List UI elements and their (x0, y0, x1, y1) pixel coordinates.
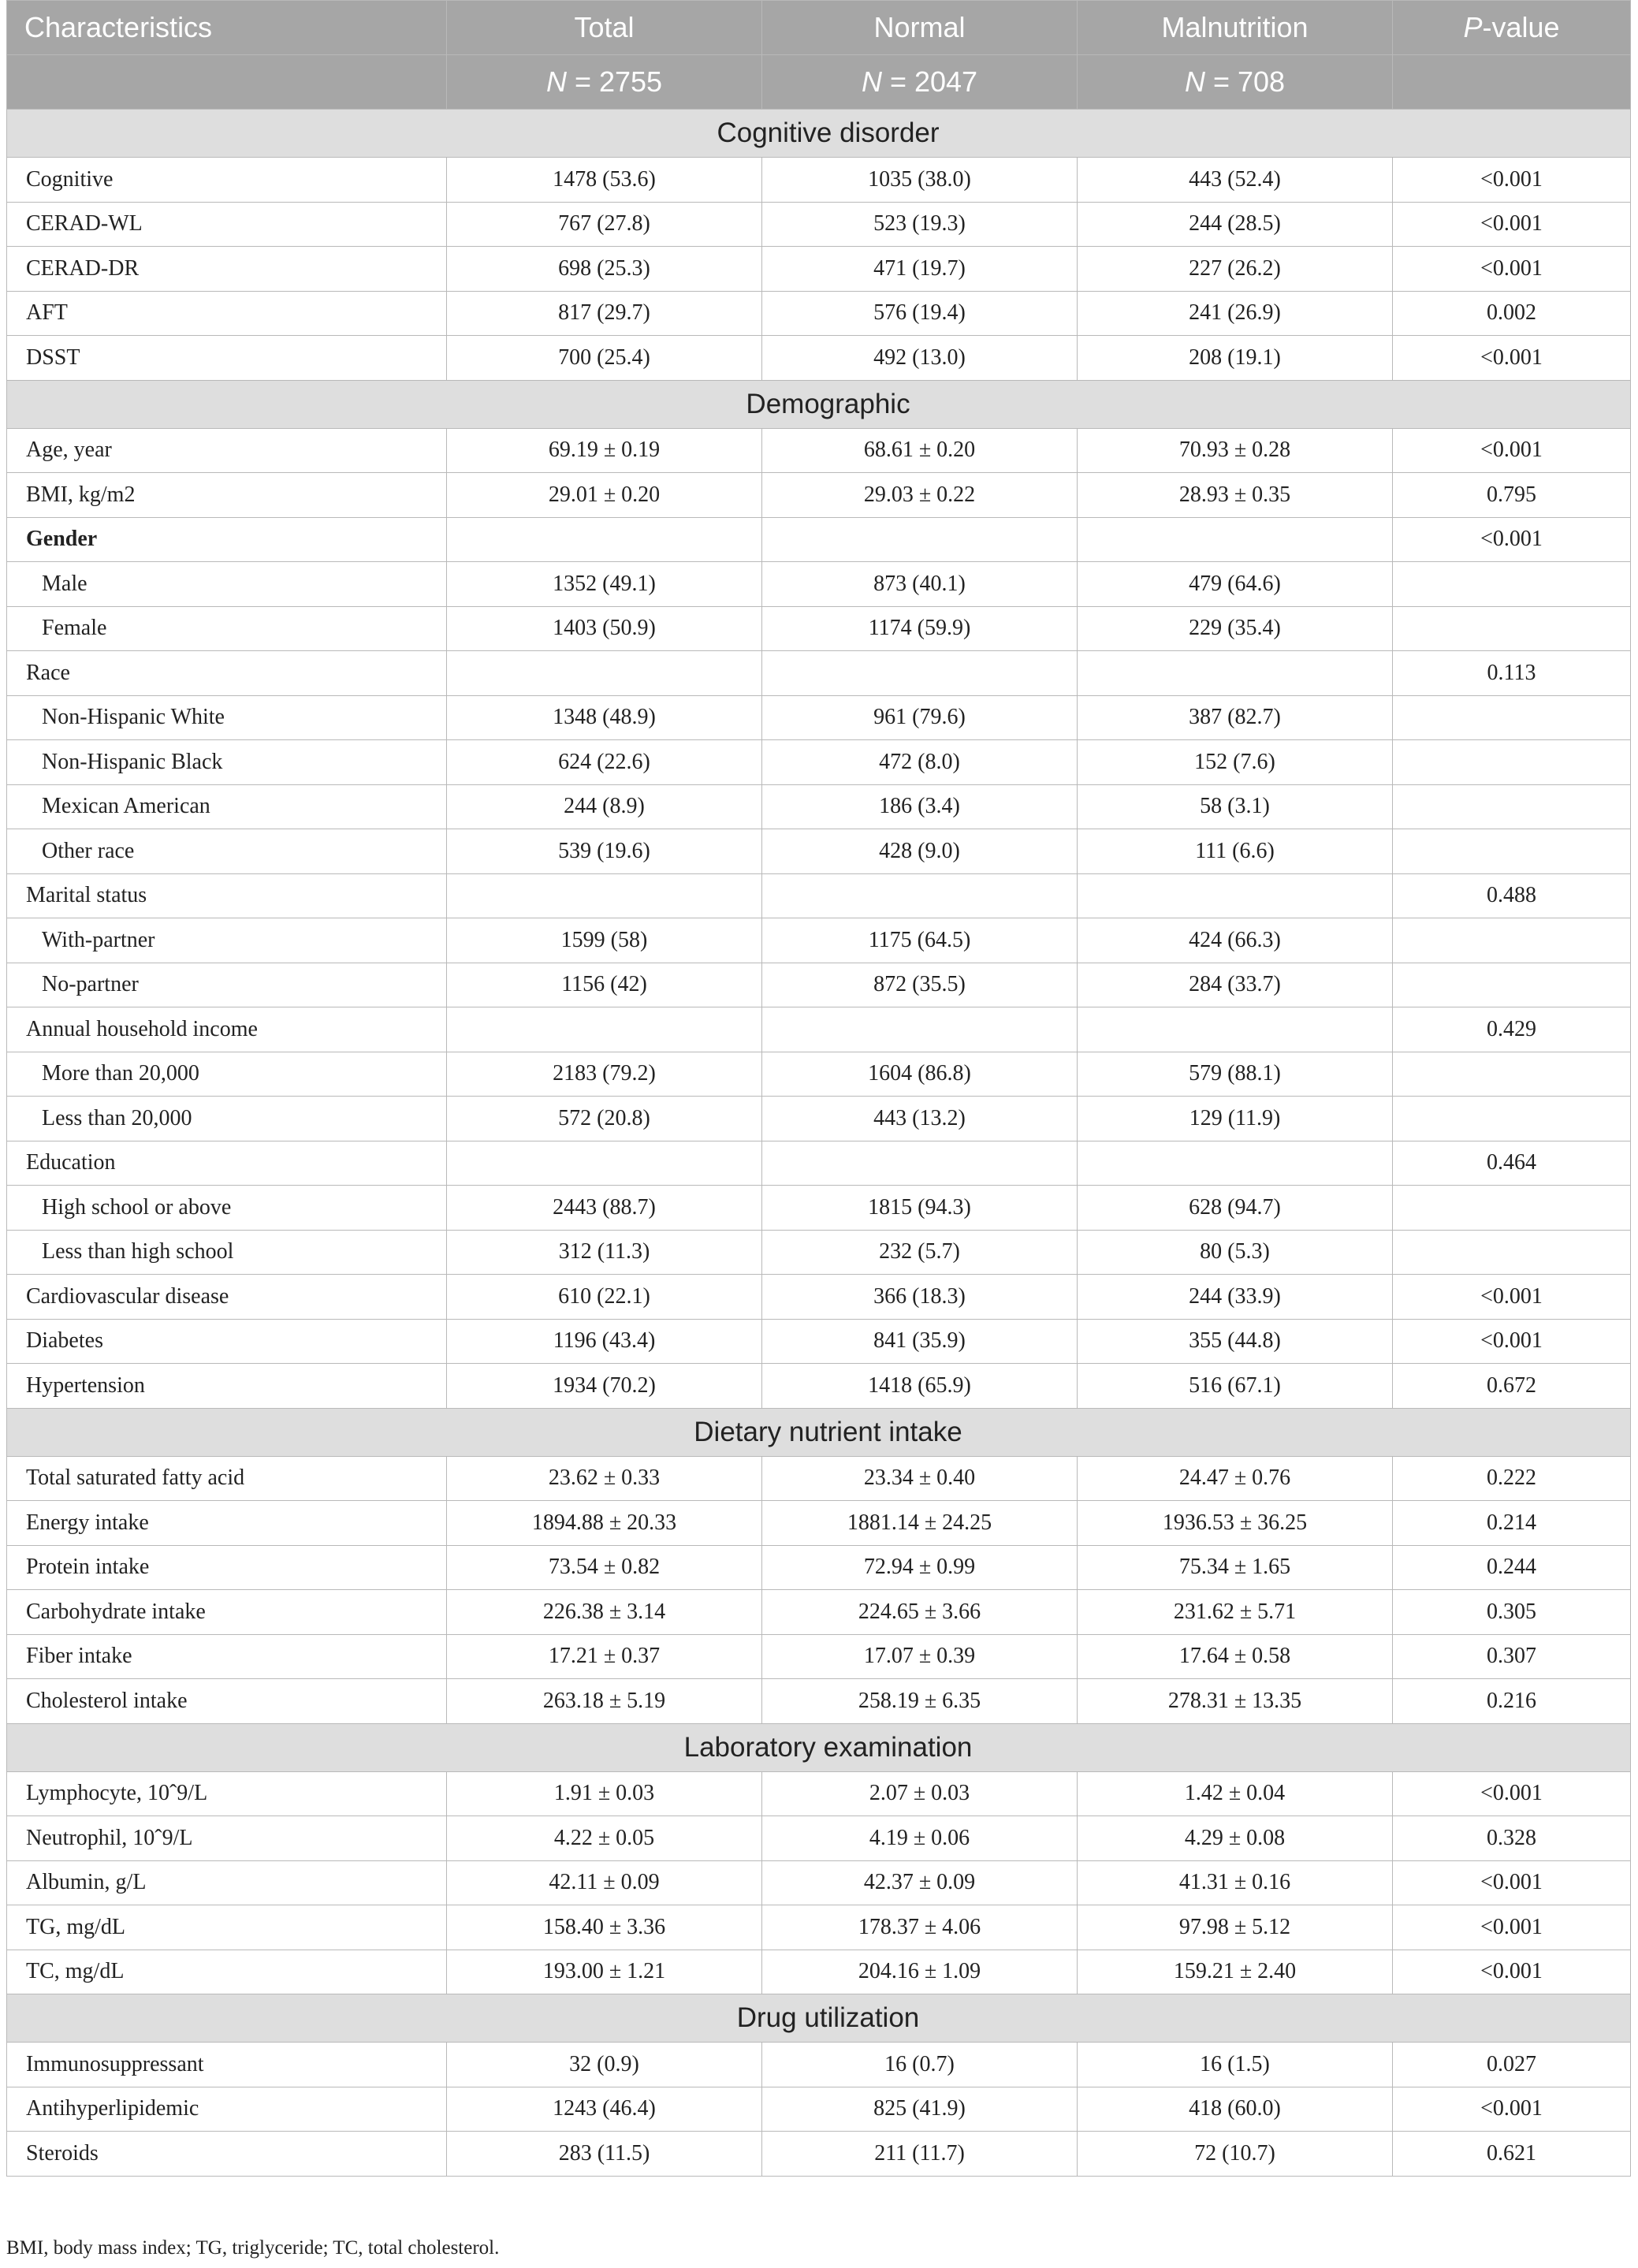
cell-total: 1.91 ± 0.03 (447, 1771, 762, 1816)
row-label: Education (7, 1141, 447, 1186)
cell-malnutrition: 41.31 ± 0.16 (1078, 1860, 1393, 1905)
cell-total: 700 (25.4) (447, 336, 762, 381)
cell-normal: 576 (19.4) (762, 291, 1078, 336)
cell-normal (762, 1007, 1078, 1052)
cell-malnutrition: 231.62 ± 5.71 (1078, 1590, 1393, 1635)
cell-p-value (1393, 829, 1631, 874)
cell-total: 32 (0.9) (447, 2043, 762, 2087)
cell-p-value: 0.328 (1393, 1816, 1631, 1861)
table-row (7, 2087, 1631, 2132)
cell-malnutrition: 443 (52.4) (1078, 158, 1393, 203)
cell-p-value: <0.001 (1393, 1275, 1631, 1320)
cell-normal: 1881.14 ± 24.25 (762, 1501, 1078, 1546)
cell-total: 572 (20.8) (447, 1097, 762, 1141)
table-row (7, 158, 1631, 203)
cell-total: 610 (22.1) (447, 1275, 762, 1320)
cell-normal: 232 (5.7) (762, 1230, 1078, 1275)
cell-total (447, 1141, 762, 1186)
table-row (7, 918, 1631, 963)
row-label: Albumin, g/L (7, 1860, 447, 1905)
cell-total: 624 (22.6) (447, 740, 762, 785)
cell-total: 73.54 ± 0.82 (447, 1545, 762, 1590)
cell-malnutrition: 72 (10.7) (1078, 2132, 1393, 2177)
cell-p-value: <0.001 (1393, 158, 1631, 203)
cell-normal: 2.07 ± 0.03 (762, 1771, 1078, 1816)
table-row (7, 1771, 1631, 1816)
row-label: More than 20,000 (7, 1052, 447, 1097)
table-row (7, 1816, 1631, 1861)
header-p-value (1393, 1, 1631, 55)
row-label: Cholesterol intake (7, 1679, 447, 1724)
cell-total: 4.22 ± 0.05 (447, 1816, 762, 1861)
cell-malnutrition: 479 (64.6) (1078, 562, 1393, 607)
header-n-empty (7, 55, 447, 110)
table-row (7, 1905, 1631, 1950)
cell-total (447, 1007, 762, 1052)
cell-total: 42.11 ± 0.09 (447, 1860, 762, 1905)
cell-malnutrition: 241 (26.9) (1078, 291, 1393, 336)
cell-normal: 1035 (38.0) (762, 158, 1078, 203)
table-row (7, 1097, 1631, 1141)
cell-normal: 472 (8.0) (762, 740, 1078, 785)
table-row (7, 1501, 1631, 1546)
section-row (7, 110, 1631, 158)
cell-normal: 258.19 ± 6.35 (762, 1679, 1078, 1724)
n-label: N (1184, 65, 1205, 98)
n-value: = 2047 (881, 65, 978, 98)
cell-normal: 428 (9.0) (762, 829, 1078, 874)
cell-p-value: 0.244 (1393, 1545, 1631, 1590)
cell-malnutrition: 1936.53 ± 36.25 (1078, 1501, 1393, 1546)
section-title: Demographic (7, 380, 1631, 428)
cell-total (447, 651, 762, 696)
table-row (7, 1545, 1631, 1590)
cell-malnutrition (1078, 1141, 1393, 1186)
cell-normal: 366 (18.3) (762, 1275, 1078, 1320)
cell-total: 226.38 ± 3.14 (447, 1590, 762, 1635)
cell-p-value: <0.001 (1393, 1950, 1631, 1994)
cell-normal: 211 (11.7) (762, 2132, 1078, 2177)
cell-total: 767 (27.8) (447, 202, 762, 247)
row-label: Antihyperlipidemic (7, 2087, 447, 2132)
table-row (7, 784, 1631, 829)
cell-total (447, 517, 762, 562)
cell-total: 158.40 ± 3.36 (447, 1905, 762, 1950)
table-row (7, 873, 1631, 918)
row-label: TC, mg/dL (7, 1950, 447, 1994)
cell-total: 1156 (42) (447, 963, 762, 1007)
cell-malnutrition: 28.93 ± 0.35 (1078, 473, 1393, 518)
cell-malnutrition: 159.21 ± 2.40 (1078, 1950, 1393, 1994)
table-row (7, 606, 1631, 651)
n-value: = 2755 (566, 65, 663, 98)
row-label: Age, year (7, 428, 447, 473)
table-row (7, 473, 1631, 518)
cell-normal: 825 (41.9) (762, 2087, 1078, 2132)
cell-normal: 23.34 ± 0.40 (762, 1456, 1078, 1501)
table-row (7, 740, 1631, 785)
cell-p-value: 0.429 (1393, 1007, 1631, 1052)
cell-malnutrition: 17.64 ± 0.58 (1078, 1634, 1393, 1679)
table-row (7, 562, 1631, 607)
cell-total: 244 (8.9) (447, 784, 762, 829)
cell-p-value: 0.795 (1393, 473, 1631, 518)
table-row (7, 336, 1631, 381)
cell-normal: 1174 (59.9) (762, 606, 1078, 651)
cell-p-value (1393, 963, 1631, 1007)
table-row (7, 1950, 1631, 1994)
cell-p-value: 0.307 (1393, 1634, 1631, 1679)
section-row (7, 380, 1631, 428)
cell-p-value: 0.002 (1393, 291, 1631, 336)
section-title: Dietary nutrient intake (7, 1408, 1631, 1456)
table-footnote: BMI, body mass index; TG, triglyceride; TC, total cholesterol. (6, 2237, 500, 2259)
table-row (7, 829, 1631, 874)
table-row (7, 291, 1631, 336)
table-row (7, 963, 1631, 1007)
row-label: Non-Hispanic White (7, 695, 447, 740)
cell-p-value: <0.001 (1393, 1905, 1631, 1950)
header-n-p-empty (1393, 55, 1631, 110)
cell-malnutrition: 579 (88.1) (1078, 1052, 1393, 1097)
cell-normal: 42.37 ± 0.09 (762, 1860, 1078, 1905)
cell-normal: 873 (40.1) (762, 562, 1078, 607)
cell-normal: 68.61 ± 0.20 (762, 428, 1078, 473)
header-n-malnutrition (1078, 55, 1393, 110)
cell-total: 2443 (88.7) (447, 1186, 762, 1231)
row-label: CERAD-WL (7, 202, 447, 247)
characteristics-table (6, 0, 1631, 2177)
header-total: Total (447, 1, 762, 55)
cell-p-value (1393, 1186, 1631, 1231)
header-row (7, 1, 1631, 55)
table-row (7, 1319, 1631, 1364)
row-label: TG, mg/dL (7, 1905, 447, 1950)
cell-malnutrition: 227 (26.2) (1078, 247, 1393, 292)
cell-p-value (1393, 1097, 1631, 1141)
cell-p-value: <0.001 (1393, 1860, 1631, 1905)
row-label: Other race (7, 829, 447, 874)
table-row (7, 1007, 1631, 1052)
cell-normal: 1418 (65.9) (762, 1364, 1078, 1409)
cell-p-value: <0.001 (1393, 517, 1631, 562)
cell-malnutrition: 111 (6.6) (1078, 829, 1393, 874)
cell-p-value: 0.464 (1393, 1141, 1631, 1186)
row-label: Cognitive (7, 158, 447, 203)
table-row (7, 1456, 1631, 1501)
section-row (7, 1723, 1631, 1771)
cell-malnutrition: 424 (66.3) (1078, 918, 1393, 963)
cell-total: 1403 (50.9) (447, 606, 762, 651)
cell-malnutrition: 229 (35.4) (1078, 606, 1393, 651)
cell-p-value: <0.001 (1393, 2087, 1631, 2132)
cell-total: 1894.88 ± 20.33 (447, 1501, 762, 1546)
cell-malnutrition: 4.29 ± 0.08 (1078, 1816, 1393, 1861)
cell-normal: 16 (0.7) (762, 2043, 1078, 2087)
table-row (7, 1141, 1631, 1186)
section-title: Drug utilization (7, 1994, 1631, 2043)
row-label: Steroids (7, 2132, 447, 2177)
cell-malnutrition: 244 (28.5) (1078, 202, 1393, 247)
header-n-total (447, 55, 762, 110)
cell-total: 1478 (53.6) (447, 158, 762, 203)
cell-malnutrition: 387 (82.7) (1078, 695, 1393, 740)
row-label: Cardiovascular disease (7, 1275, 447, 1320)
cell-total: 698 (25.3) (447, 247, 762, 292)
cell-malnutrition: 516 (67.1) (1078, 1364, 1393, 1409)
header-normal: Normal (762, 1, 1078, 55)
row-label: Less than high school (7, 1230, 447, 1275)
cell-malnutrition: 97.98 ± 5.12 (1078, 1905, 1393, 1950)
cell-normal (762, 1141, 1078, 1186)
table-row (7, 1860, 1631, 1905)
cell-normal: 841 (35.9) (762, 1319, 1078, 1364)
cell-p-value: 0.214 (1393, 1501, 1631, 1546)
table-row (7, 2132, 1631, 2177)
row-label: With-partner (7, 918, 447, 963)
n-label: N (861, 65, 882, 98)
row-label: Race (7, 651, 447, 696)
row-label: Carbohydrate intake (7, 1590, 447, 1635)
cell-p-value: 0.621 (1393, 2132, 1631, 2177)
cell-p-value (1393, 784, 1631, 829)
cell-p-value: <0.001 (1393, 1319, 1631, 1364)
cell-total: 69.19 ± 0.19 (447, 428, 762, 473)
cell-normal: 224.65 ± 3.66 (762, 1590, 1078, 1635)
cell-malnutrition: 1.42 ± 0.04 (1078, 1771, 1393, 1816)
table-row (7, 517, 1631, 562)
cell-malnutrition: 418 (60.0) (1078, 2087, 1393, 2132)
cell-normal: 961 (79.6) (762, 695, 1078, 740)
cell-normal: 4.19 ± 0.06 (762, 1816, 1078, 1861)
row-label: Female (7, 606, 447, 651)
cell-malnutrition: 355 (44.8) (1078, 1319, 1393, 1364)
row-label: Lymphocyte, 10ˆ9/L (7, 1771, 447, 1816)
cell-total: 17.21 ± 0.37 (447, 1634, 762, 1679)
table-row (7, 1052, 1631, 1097)
row-label: No-partner (7, 963, 447, 1007)
row-label: Less than 20,000 (7, 1097, 447, 1141)
cell-total: 263.18 ± 5.19 (447, 1679, 762, 1724)
cell-total: 312 (11.3) (447, 1230, 762, 1275)
cell-normal: 17.07 ± 0.39 (762, 1634, 1078, 1679)
cell-malnutrition: 24.47 ± 0.76 (1078, 1456, 1393, 1501)
cell-p-value: <0.001 (1393, 336, 1631, 381)
table-row (7, 1186, 1631, 1231)
cell-total: 29.01 ± 0.20 (447, 473, 762, 518)
row-label: Hypertension (7, 1364, 447, 1409)
cell-malnutrition: 58 (3.1) (1078, 784, 1393, 829)
row-label: Annual household income (7, 1007, 447, 1052)
row-label: Fiber intake (7, 1634, 447, 1679)
cell-p-value: 0.488 (1393, 873, 1631, 918)
p-italic: P (1463, 11, 1483, 43)
cell-normal: 1175 (64.5) (762, 918, 1078, 963)
cell-normal: 186 (3.4) (762, 784, 1078, 829)
cell-p-value (1393, 918, 1631, 963)
cell-malnutrition: 152 (7.6) (1078, 740, 1393, 785)
cell-malnutrition: 208 (19.1) (1078, 336, 1393, 381)
row-label: AFT (7, 291, 447, 336)
section-title: Cognitive disorder (7, 110, 1631, 158)
cell-normal: 204.16 ± 1.09 (762, 1950, 1078, 1994)
cell-p-value: <0.001 (1393, 247, 1631, 292)
cell-total: 1599 (58) (447, 918, 762, 963)
cell-total: 23.62 ± 0.33 (447, 1456, 762, 1501)
cell-p-value: 0.027 (1393, 2043, 1631, 2087)
cell-total: 1348 (48.9) (447, 695, 762, 740)
cell-normal (762, 517, 1078, 562)
cell-total: 817 (29.7) (447, 291, 762, 336)
table-row (7, 1679, 1631, 1724)
section-row (7, 1994, 1631, 2043)
cell-normal: 443 (13.2) (762, 1097, 1078, 1141)
n-value: = 708 (1204, 65, 1286, 98)
cell-total (447, 873, 762, 918)
section-title: Laboratory examination (7, 1723, 1631, 1771)
cell-p-value (1393, 695, 1631, 740)
cell-normal (762, 651, 1078, 696)
row-label: High school or above (7, 1186, 447, 1231)
cell-normal: 178.37 ± 4.06 (762, 1905, 1078, 1950)
cell-malnutrition (1078, 873, 1393, 918)
cell-malnutrition: 16 (1.5) (1078, 2043, 1393, 2087)
table-row (7, 695, 1631, 740)
row-label: Energy intake (7, 1501, 447, 1546)
cell-p-value (1393, 562, 1631, 607)
table-row (7, 651, 1631, 696)
cell-malnutrition: 75.34 ± 1.65 (1078, 1545, 1393, 1590)
cell-normal: 1604 (86.8) (762, 1052, 1078, 1097)
cell-total: 1243 (46.4) (447, 2087, 762, 2132)
cell-malnutrition (1078, 517, 1393, 562)
cell-malnutrition: 80 (5.3) (1078, 1230, 1393, 1275)
cell-malnutrition: 244 (33.9) (1078, 1275, 1393, 1320)
row-label: Diabetes (7, 1319, 447, 1364)
cell-p-value: 0.672 (1393, 1364, 1631, 1409)
cell-p-value: <0.001 (1393, 202, 1631, 247)
table-row (7, 202, 1631, 247)
table-row (7, 1590, 1631, 1635)
row-label: DSST (7, 336, 447, 381)
row-label: CERAD-DR (7, 247, 447, 292)
cell-total: 193.00 ± 1.21 (447, 1950, 762, 1994)
table-row (7, 2043, 1631, 2087)
cell-total: 1934 (70.2) (447, 1364, 762, 1409)
cell-total: 539 (19.6) (447, 829, 762, 874)
cell-normal: 523 (19.3) (762, 202, 1078, 247)
cell-normal: 1815 (94.3) (762, 1186, 1078, 1231)
section-row (7, 1408, 1631, 1456)
row-label: Gender (7, 517, 447, 562)
cell-malnutrition (1078, 651, 1393, 696)
cell-p-value (1393, 1052, 1631, 1097)
table-row (7, 1230, 1631, 1275)
row-label: Immunosuppressant (7, 2043, 447, 2087)
row-label: Protein intake (7, 1545, 447, 1590)
cell-malnutrition: 129 (11.9) (1078, 1097, 1393, 1141)
header-n-normal (762, 55, 1078, 110)
cell-malnutrition: 628 (94.7) (1078, 1186, 1393, 1231)
table-row (7, 1275, 1631, 1320)
table-container (6, 0, 1630, 2177)
cell-normal: 471 (19.7) (762, 247, 1078, 292)
cell-p-value: 0.216 (1393, 1679, 1631, 1724)
cell-malnutrition: 70.93 ± 0.28 (1078, 428, 1393, 473)
cell-malnutrition (1078, 1007, 1393, 1052)
table-header (7, 1, 1631, 110)
p-suffix: -value (1482, 11, 1560, 43)
cell-p-value: 0.305 (1393, 1590, 1631, 1635)
cell-p-value (1393, 1230, 1631, 1275)
cell-p-value (1393, 740, 1631, 785)
n-label: N (545, 65, 567, 98)
row-label: Non-Hispanic Black (7, 740, 447, 785)
cell-total: 2183 (79.2) (447, 1052, 762, 1097)
table-row (7, 1364, 1631, 1409)
cell-total: 1196 (43.4) (447, 1319, 762, 1364)
cell-normal: 72.94 ± 0.99 (762, 1545, 1078, 1590)
header-characteristics: Characteristics (7, 1, 447, 55)
cell-total: 1352 (49.1) (447, 562, 762, 607)
cell-p-value: <0.001 (1393, 428, 1631, 473)
table-body (7, 110, 1631, 2177)
cell-malnutrition: 284 (33.7) (1078, 963, 1393, 1007)
cell-p-value: <0.001 (1393, 1771, 1631, 1816)
cell-p-value: 0.222 (1393, 1456, 1631, 1501)
cell-normal: 872 (35.5) (762, 963, 1078, 1007)
cell-total: 283 (11.5) (447, 2132, 762, 2177)
table-row (7, 428, 1631, 473)
cell-normal: 492 (13.0) (762, 336, 1078, 381)
header-n-row (7, 55, 1631, 110)
row-label: Total saturated fatty acid (7, 1456, 447, 1501)
row-label: Neutrophil, 10ˆ9/L (7, 1816, 447, 1861)
row-label: Mexican American (7, 784, 447, 829)
row-label: BMI, kg/m2 (7, 473, 447, 518)
cell-normal: 29.03 ± 0.22 (762, 473, 1078, 518)
cell-malnutrition: 278.31 ± 13.35 (1078, 1679, 1393, 1724)
cell-normal (762, 873, 1078, 918)
row-label: Marital status (7, 873, 447, 918)
table-row (7, 247, 1631, 292)
header-malnutrition: Malnutrition (1078, 1, 1393, 55)
row-label: Male (7, 562, 447, 607)
table-row (7, 1634, 1631, 1679)
cell-p-value: 0.113 (1393, 651, 1631, 696)
cell-p-value (1393, 606, 1631, 651)
